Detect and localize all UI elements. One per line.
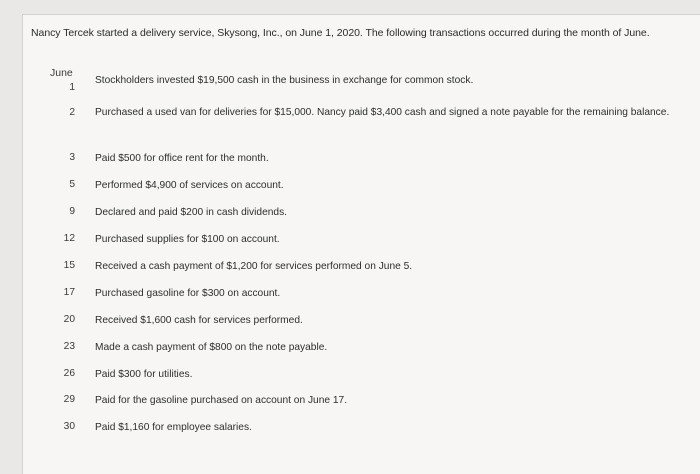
transaction-description: Purchased supplies for $100 on account. (95, 234, 280, 245)
transaction-description: Paid $300 for utilities. (95, 369, 193, 380)
transaction-description: Paid $1,160 for employee salaries. (95, 422, 252, 433)
transaction-description: Performed $4,900 of services on account. (95, 180, 284, 191)
transaction-description: Purchased a used van for deliveries for $15,000. Nancy paid $3,400 cash and signed a note payable for the remaining balance. (95, 107, 670, 118)
transaction-day: 30 (63, 421, 75, 432)
transaction-day: 12 (63, 233, 75, 244)
transaction-description: Paid $500 for office rent for the month. (95, 153, 269, 164)
transaction-day: 5 (69, 179, 75, 190)
transaction-day: 3 (69, 152, 75, 163)
problem-intro: Nancy Tercek started a delivery service, Skysong, Inc., on June 1, 2020. The following transactions occurred during the month of June. (31, 27, 650, 39)
transaction-day: 29 (63, 394, 75, 405)
transaction-day: 9 (69, 206, 75, 217)
transaction-description: Stockholders invested $19,500 cash in the business in exchange for common stock. (95, 75, 474, 86)
transaction-day: 23 (63, 341, 75, 352)
transaction-description: Received a cash payment of $1,200 for services performed on June 5. (95, 261, 413, 272)
transaction-day: 1 (69, 82, 75, 93)
transaction-description: Received $1,600 cash for services performed. (95, 315, 303, 326)
transaction-description: Paid for the gasoline purchased on account on June 17. (95, 395, 348, 406)
transaction-day: 15 (63, 260, 75, 271)
transaction-day: 26 (63, 368, 75, 379)
problem-panel (22, 14, 700, 474)
transaction-day: 20 (63, 314, 75, 325)
month-label: June (50, 67, 73, 79)
transaction-day: 2 (69, 107, 75, 118)
transaction-description: Declared and paid $200 in cash dividends. (95, 207, 287, 218)
transaction-day: 17 (63, 287, 75, 298)
transaction-description: Made a cash payment of $800 on the note payable. (95, 342, 328, 353)
transaction-description: Purchased gasoline for $300 on account. (95, 288, 281, 299)
